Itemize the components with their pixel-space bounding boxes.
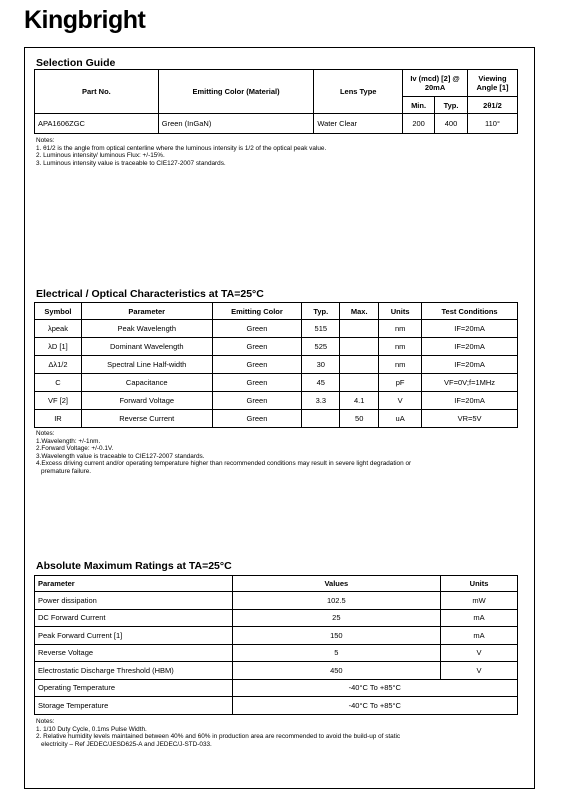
cell: IR (35, 410, 82, 428)
cell: 150 (232, 627, 441, 645)
note-line: 1.Wavelength: +/-1nm. (36, 437, 101, 445)
cell: mW (441, 592, 518, 610)
cell: Green (212, 392, 302, 410)
cell: 3.3 (302, 392, 340, 410)
table-row (35, 662, 518, 680)
absolute-ratings-title: Absolute Maximum Ratings at TA=25°C (36, 560, 232, 572)
table-row (35, 114, 518, 134)
table-row (35, 609, 518, 627)
cell: Δλ1/2 (35, 356, 82, 374)
note-line: Notes: (36, 430, 55, 437)
header-units: Units (379, 303, 422, 320)
cell: IF=20mA (422, 392, 518, 410)
cell: C (35, 374, 82, 392)
cell: IF=20mA (422, 338, 518, 356)
note-line: 4.Excess driving current and/or operating temperature higher than recommended conditions may result in severe light degradation or (36, 460, 412, 468)
cell: Power dissipation (35, 592, 233, 610)
header-symbol: Symbol (35, 303, 82, 320)
cell: Electrostatic Discharge Threshold (HBM) (35, 662, 233, 680)
cell: V (441, 662, 518, 680)
table-row (35, 679, 518, 697)
cell: -40°C To +85°C (232, 697, 517, 715)
cell: 4.1 (340, 392, 379, 410)
header-test-conditions: Test Conditions (422, 303, 518, 320)
electrical-notes (36, 430, 411, 476)
cell: Peak Forward Current [1] (35, 627, 233, 645)
cell: Peak Wavelength (81, 320, 212, 338)
cell-angle: 110° (468, 114, 518, 134)
cell: 102.5 (232, 592, 441, 610)
cell-lens: Water Clear (314, 114, 403, 134)
cell: pF (379, 374, 422, 392)
cell: 5 (232, 644, 441, 662)
table-row (35, 356, 518, 374)
table-row (35, 697, 518, 715)
cell (340, 374, 379, 392)
cell (340, 320, 379, 338)
cell (340, 338, 379, 356)
cell: 50 (340, 410, 379, 428)
cell: Reverse Current (81, 410, 212, 428)
cell: Dominant Wavelength (81, 338, 212, 356)
note-line: electricity – Ref JEDEC/JESD625-A and JEDEC/J-STD-033. (41, 740, 212, 748)
cell: DC Forward Current (35, 609, 233, 627)
cell (340, 356, 379, 374)
cell: Spectral Line Half-width (81, 356, 212, 374)
header-part-no: Part No. (35, 70, 159, 114)
header-max: Max. (340, 303, 379, 320)
cell: 515 (302, 320, 340, 338)
cell: nm (379, 338, 422, 356)
cell: Capacitance (81, 374, 212, 392)
cell: uA (379, 410, 422, 428)
cell: V (379, 392, 422, 410)
selection-notes (36, 137, 326, 167)
note-line: Notes: (36, 718, 55, 725)
table-row (35, 644, 518, 662)
absolute-notes (36, 718, 400, 748)
cell: mA (441, 609, 518, 627)
cell: Operating Temperature (35, 679, 233, 697)
cell: nm (379, 356, 422, 374)
header-lens-type: Lens Type (314, 70, 403, 114)
header-iv: Iv (mcd) [2] @ 20mA (403, 70, 468, 97)
cell: λD [1] (35, 338, 82, 356)
cell-typ: 400 (435, 114, 468, 134)
table-row (35, 374, 518, 392)
header-typ: Typ. (435, 97, 468, 114)
selection-guide-table (34, 69, 518, 134)
table-row (35, 338, 518, 356)
table-row (35, 320, 518, 338)
cell: VR=5V (422, 410, 518, 428)
note-line: 2. Luminous intensity/ luminous Flux: +/-15%. (36, 152, 165, 160)
cell: nm (379, 320, 422, 338)
cell: Green (212, 320, 302, 338)
table-row (35, 627, 518, 645)
electrical-table (34, 302, 518, 428)
cell: 525 (302, 338, 340, 356)
cell: Reverse Voltage (35, 644, 233, 662)
table-row (35, 410, 518, 428)
cell: Storage Temperature (35, 697, 233, 715)
note-line: 1. θ1/2 is the angle from optical centerline where the luminous intensity is 1/2 of the optical peak value. (36, 144, 327, 152)
header-emitting-color: Emitting Color (Material) (158, 70, 314, 114)
note-line: premature failure. (41, 467, 92, 475)
selection-guide-title: Selection Guide (36, 57, 116, 69)
header-angle-sub: 2θ1/2 (468, 97, 518, 114)
cell: VF=0V;f=1MHz (422, 374, 518, 392)
table-row (35, 392, 518, 410)
note-line: Notes: (36, 137, 55, 144)
header-min: Min. (403, 97, 435, 114)
absolute-ratings-table (34, 575, 518, 715)
header-parameter: Parameter (35, 576, 233, 592)
cell: 30 (302, 356, 340, 374)
note-line: 3.Wavelength value is traceable to CIE127-2007 standards. (36, 452, 205, 460)
cell: Green (212, 410, 302, 428)
header-typ: Typ. (302, 303, 340, 320)
cell: VF [2] (35, 392, 82, 410)
cell: 450 (232, 662, 441, 680)
table-row (35, 592, 518, 610)
cell: Green (212, 374, 302, 392)
cell-part: APA1606ZGC (35, 114, 159, 134)
electrical-title: Electrical / Optical Characteristics at TA=25°C (36, 288, 264, 300)
cell (302, 410, 340, 428)
cell: IF=20mA (422, 320, 518, 338)
header-emitting-color: Emitting Color (212, 303, 302, 320)
note-line: 1. 1/10 Duty Cycle, 0.1ms Pulse Width. (36, 725, 147, 733)
cell: 45 (302, 374, 340, 392)
cell-color: Green (InGaN) (158, 114, 314, 134)
note-line: 2. Relative humidity levels maintained between 40% and 60% in production area are recommended to avoid the build-up of static (36, 733, 401, 741)
cell: Forward Voltage (81, 392, 212, 410)
cell: λpeak (35, 320, 82, 338)
cell: -40°C To +85°C (232, 679, 517, 697)
header-values: Values (232, 576, 441, 592)
header-viewing-angle: Viewing Angle [1] (468, 70, 518, 97)
header-units: Units (441, 576, 518, 592)
cell: V (441, 644, 518, 662)
cell: IF=20mA (422, 356, 518, 374)
brand-logo: Kingbright (24, 6, 146, 34)
cell: Green (212, 338, 302, 356)
note-line: 3. Luminous intensity value is traceable to CIE127-2007 standards. (36, 159, 226, 167)
cell: mA (441, 627, 518, 645)
header-parameter: Parameter (81, 303, 212, 320)
note-line: 2.Forward Voltage: +/-0.1V. (36, 445, 114, 453)
cell: Green (212, 356, 302, 374)
cell-min: 200 (403, 114, 435, 134)
cell: 25 (232, 609, 441, 627)
